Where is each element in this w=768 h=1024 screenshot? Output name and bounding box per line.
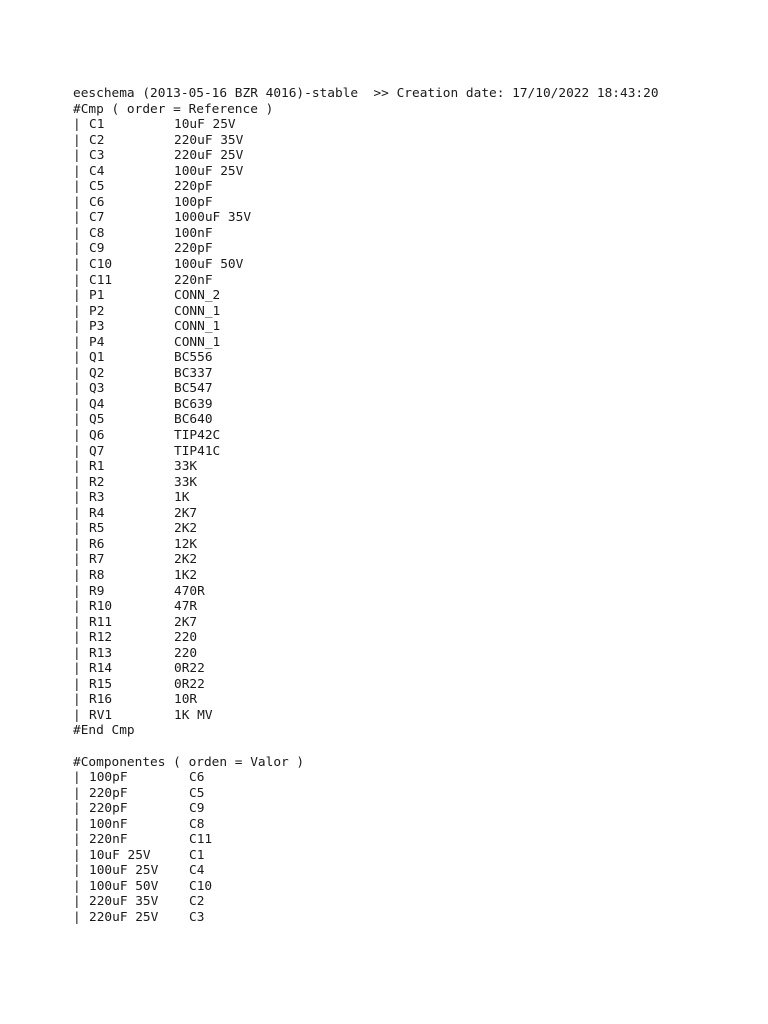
- row-bar: |: [73, 179, 89, 195]
- component-value: 1K: [174, 490, 190, 506]
- component-value: 100nF: [174, 225, 213, 241]
- component-value: BC547: [174, 381, 213, 397]
- component-row: [73, 257, 753, 273]
- row-bar: |: [73, 770, 89, 786]
- row-bar: |: [73, 272, 89, 288]
- row-bar: |: [73, 567, 89, 583]
- row-bar: |: [73, 443, 89, 459]
- row-bar: |: [73, 832, 89, 848]
- component-reference: Q4: [89, 396, 105, 412]
- component-row: [73, 646, 753, 662]
- component-value: 220nF: [89, 832, 128, 848]
- component-reference: R9: [89, 583, 105, 599]
- component-reference: C9: [189, 801, 205, 817]
- component-reference: C3: [89, 148, 105, 164]
- component-row: [73, 335, 753, 351]
- row-bar: |: [73, 785, 89, 801]
- row-bar: |: [73, 583, 89, 599]
- row-bar: |: [73, 428, 89, 444]
- row-bar: |: [73, 210, 89, 226]
- component-value: 220uF 35V: [89, 894, 159, 910]
- row-bar: |: [73, 148, 89, 164]
- component-reference: C8: [189, 816, 205, 832]
- component-value: 220: [174, 630, 198, 646]
- component-reference: R10: [89, 599, 113, 615]
- component-value: BC640: [174, 412, 213, 428]
- row-bar: |: [73, 645, 89, 661]
- component-value: CONN_1: [174, 303, 221, 319]
- component-reference: R12: [89, 630, 113, 646]
- row-bar: |: [73, 490, 89, 506]
- component-row: [73, 304, 753, 320]
- component-row: [73, 661, 753, 677]
- component-reference: Q6: [89, 428, 105, 444]
- document-page: [73, 86, 753, 926]
- component-value: TIP42C: [174, 428, 221, 444]
- blank-line: [73, 739, 753, 755]
- component-reference: P1: [89, 288, 105, 304]
- component-row: [73, 770, 753, 786]
- component-row: [73, 133, 753, 149]
- component-reference: R16: [89, 692, 113, 708]
- component-value: 100nF: [89, 816, 128, 832]
- row-bar: |: [73, 132, 89, 148]
- component-reference: R5: [89, 521, 105, 537]
- component-reference: C4: [189, 863, 205, 879]
- component-row: [73, 692, 753, 708]
- component-row: [73, 459, 753, 475]
- component-reference: C2: [189, 894, 205, 910]
- component-reference: R8: [89, 567, 105, 583]
- component-value: CONN_1: [174, 319, 221, 335]
- component-reference: P4: [89, 334, 105, 350]
- section-title-by-reference: #Cmp ( order = Reference ): [73, 101, 274, 117]
- row-bar: |: [73, 381, 89, 397]
- component-reference: P3: [89, 319, 105, 335]
- component-reference: Q3: [89, 381, 105, 397]
- component-value: 100uF 50V: [89, 878, 159, 894]
- component-value: 0R22: [174, 676, 205, 692]
- component-value: 220pF: [89, 801, 128, 817]
- component-row: [73, 428, 753, 444]
- component-row: [73, 179, 753, 195]
- component-value: CONN_2: [174, 288, 221, 304]
- component-value: TIP41C: [174, 443, 221, 459]
- row-bar: |: [73, 614, 89, 630]
- row-bar: |: [73, 459, 89, 475]
- component-value: 2K7: [174, 614, 198, 630]
- component-row: [73, 584, 753, 600]
- component-reference: C11: [189, 832, 213, 848]
- row-bar: |: [73, 521, 89, 537]
- component-value: 470R: [174, 583, 205, 599]
- row-bar: |: [73, 863, 89, 879]
- component-reference: R15: [89, 676, 113, 692]
- component-reference: R14: [89, 661, 113, 677]
- component-reference: R13: [89, 645, 113, 661]
- row-bar: |: [73, 661, 89, 677]
- component-reference: C1: [189, 847, 205, 863]
- row-bar: |: [73, 552, 89, 568]
- component-row: [73, 801, 753, 817]
- component-row: [73, 210, 753, 226]
- component-row: [73, 568, 753, 584]
- component-value: BC556: [174, 350, 213, 366]
- row-bar: |: [73, 412, 89, 428]
- component-value: 2K2: [174, 552, 198, 568]
- component-reference: C5: [189, 785, 205, 801]
- component-value: 33K: [174, 474, 198, 490]
- row-bar: |: [73, 676, 89, 692]
- row-bar: |: [73, 894, 89, 910]
- section-end-marker: #End Cmp: [73, 723, 135, 739]
- component-value: 10uF 25V: [89, 847, 151, 863]
- component-reference: R2: [89, 474, 105, 490]
- component-reference: R7: [89, 552, 105, 568]
- component-row: [73, 288, 753, 304]
- component-row: [73, 708, 753, 724]
- component-value: BC639: [174, 396, 213, 412]
- row-bar: |: [73, 319, 89, 335]
- row-bar: |: [73, 334, 89, 350]
- component-row: [73, 226, 753, 242]
- component-reference: R4: [89, 505, 105, 521]
- component-row: [73, 786, 753, 802]
- component-value: 10uF 25V: [174, 117, 236, 133]
- row-bar: |: [73, 505, 89, 521]
- row-bar: |: [73, 801, 89, 817]
- component-row: [73, 381, 753, 397]
- component-reference: C6: [189, 770, 205, 786]
- component-reference: C4: [89, 163, 105, 179]
- component-row: [73, 910, 753, 926]
- component-row: [73, 879, 753, 895]
- row-bar: |: [73, 365, 89, 381]
- component-value: 1000uF 35V: [174, 210, 252, 226]
- component-reference: C8: [89, 225, 105, 241]
- row-bar: |: [73, 163, 89, 179]
- component-row: [73, 366, 753, 382]
- component-reference: P2: [89, 303, 105, 319]
- component-value: 100uF 25V: [174, 163, 244, 179]
- component-reference: Q2: [89, 365, 105, 381]
- section-title-by-value: #Componentes ( orden = Valor ): [73, 754, 305, 770]
- component-value: 33K: [174, 459, 198, 475]
- component-row: [73, 552, 753, 568]
- component-row: [73, 817, 753, 833]
- component-reference: RV1: [89, 707, 113, 723]
- component-row: [73, 273, 753, 289]
- component-value: BC337: [174, 365, 213, 381]
- row-bar: |: [73, 707, 89, 723]
- component-reference: R6: [89, 536, 105, 552]
- row-bar: |: [73, 396, 89, 412]
- component-value: 220nF: [174, 272, 213, 288]
- component-reference: Q5: [89, 412, 105, 428]
- component-row: [73, 615, 753, 631]
- row-bar: |: [73, 117, 89, 133]
- component-value: 220pF: [174, 241, 213, 257]
- component-value: 2K7: [174, 505, 198, 521]
- component-row: [73, 412, 753, 428]
- component-row: [73, 630, 753, 646]
- component-value: 100pF: [89, 770, 128, 786]
- component-value: 100uF 50V: [174, 257, 244, 273]
- component-row: [73, 117, 753, 133]
- component-reference: C3: [189, 909, 205, 925]
- component-row: [73, 164, 753, 180]
- component-row: [73, 397, 753, 413]
- row-bar: |: [73, 303, 89, 319]
- report-header: eeschema (2013-05-16 BZR 4016)-stable >> Creation date: 17/10/2022 18:43:20: [73, 86, 659, 101]
- component-row: [73, 148, 753, 164]
- component-value: 0R22: [174, 661, 205, 677]
- component-value: 220uF 25V: [89, 909, 159, 925]
- row-bar: |: [73, 257, 89, 273]
- component-value: 100uF 25V: [89, 863, 159, 879]
- row-bar: |: [73, 692, 89, 708]
- component-row: [73, 444, 753, 460]
- component-row: [73, 848, 753, 864]
- component-row: [73, 863, 753, 879]
- row-bar: |: [73, 878, 89, 894]
- component-value: 220: [174, 645, 198, 661]
- component-value: 220uF 35V: [174, 132, 244, 148]
- component-value: 220uF 25V: [174, 148, 244, 164]
- component-row: [73, 537, 753, 553]
- row-bar: |: [73, 536, 89, 552]
- row-bar: |: [73, 816, 89, 832]
- component-value: 47R: [174, 599, 198, 615]
- component-value: 12K: [174, 536, 198, 552]
- component-reference: R1: [89, 459, 105, 475]
- component-row: [73, 832, 753, 848]
- component-row: [73, 350, 753, 366]
- component-row: [73, 195, 753, 211]
- row-bar: |: [73, 630, 89, 646]
- component-reference: C2: [89, 132, 105, 148]
- component-reference: C9: [89, 241, 105, 257]
- component-row: [73, 241, 753, 257]
- component-value: 220pF: [89, 785, 128, 801]
- component-value: 2K2: [174, 521, 198, 537]
- row-bar: |: [73, 474, 89, 490]
- component-reference: Q1: [89, 350, 105, 366]
- components-by-reference-list: [73, 117, 753, 723]
- component-row: [73, 475, 753, 491]
- row-bar: |: [73, 225, 89, 241]
- component-value: CONN_1: [174, 334, 221, 350]
- row-bar: |: [73, 194, 89, 210]
- row-bar: |: [73, 847, 89, 863]
- row-bar: |: [73, 241, 89, 257]
- row-bar: |: [73, 288, 89, 304]
- component-value: 1K2: [174, 567, 198, 583]
- component-row: [73, 894, 753, 910]
- row-bar: |: [73, 350, 89, 366]
- component-value: 100pF: [174, 194, 213, 210]
- component-reference: Q7: [89, 443, 105, 459]
- row-bar: |: [73, 909, 89, 925]
- component-reference: C10: [189, 878, 213, 894]
- component-reference: C1: [89, 117, 105, 133]
- component-row: [73, 319, 753, 335]
- component-reference: C11: [89, 272, 113, 288]
- component-reference: C7: [89, 210, 105, 226]
- component-row: [73, 521, 753, 537]
- component-value: 220pF: [174, 179, 213, 195]
- component-reference: C6: [89, 194, 105, 210]
- component-row: [73, 599, 753, 615]
- component-row: [73, 506, 753, 522]
- components-by-value-list: [73, 770, 753, 925]
- component-reference: R3: [89, 490, 105, 506]
- component-reference: R11: [89, 614, 113, 630]
- component-reference: C5: [89, 179, 105, 195]
- component-reference: C10: [89, 257, 113, 273]
- component-value: 1K MV: [174, 707, 213, 723]
- row-bar: |: [73, 599, 89, 615]
- component-value: 10R: [174, 692, 198, 708]
- component-row: [73, 490, 753, 506]
- component-row: [73, 677, 753, 693]
